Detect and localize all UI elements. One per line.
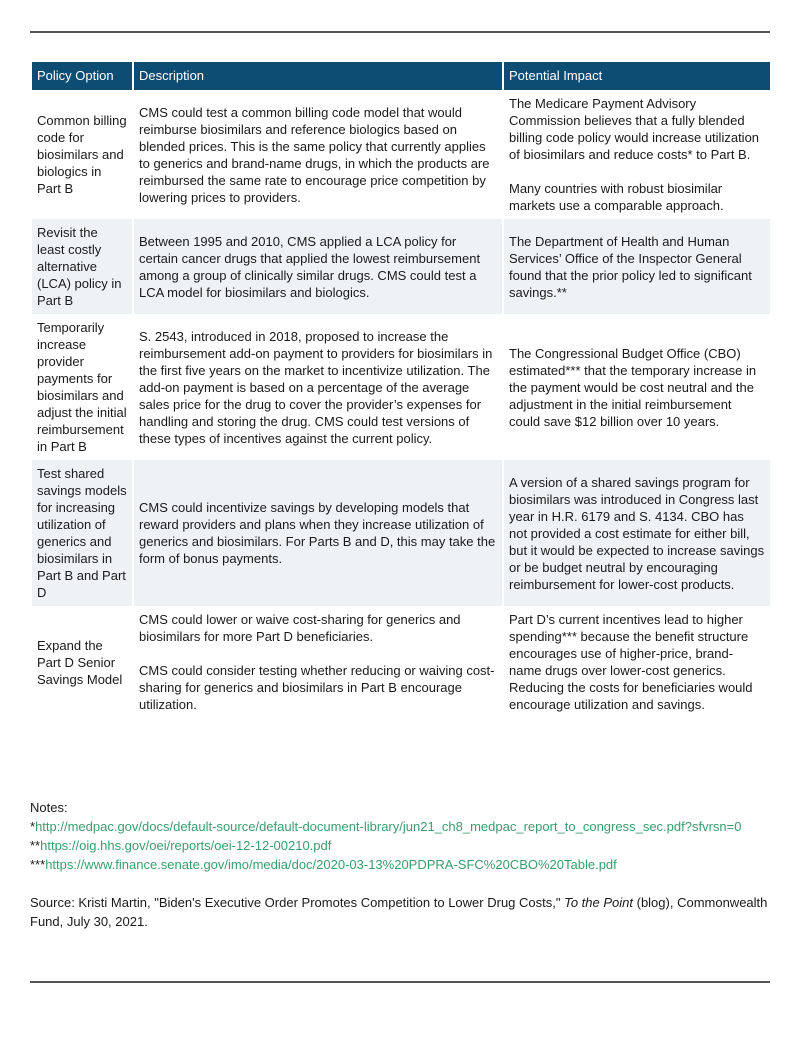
source-suffix: (blog), Commonwealth Fund, July 30, 2021. [30, 895, 768, 929]
impact-text: Part D’s current incentives lead to higher spending*** because the benefit structure encourages use of higher-price, brand-name drugs over lower-cost generics. Reducing the costs for beneficiaries would encourage utilization and savings. [509, 612, 753, 712]
description-text: S. 2543, introduced in 2018, proposed to increase the reimbursement add-on payment to providers for biosimilars in the first five years on the market to incentivize utilization. The add-on payment is based on a percentage of the average sales price for the drug to cover the provider’s expenses for handling and storing the drug. CMS could test versions of these types of incentives against the current policy. [139, 328, 493, 446]
description-text: CMS could incentivize savings by developing models that reward providers and plans when they increase utilization of generics and biosimilars. For Parts B and D, this may take the form of bonus payments. [139, 500, 496, 566]
description-text: CMS could test a common billing code model that would reimburse biosimilars and reference biologics based on blended prices. This is the same policy that currently applies to generics and brand-name drugs, in which the products are reimbursed the same rate to encourage price competition by lowering prices to providers. [139, 104, 490, 205]
policy-option-cell: Expand the Part D Senior Savings Model [32, 606, 132, 718]
source-citation [30, 893, 770, 931]
impact-cell [504, 219, 770, 314]
note-marker: ** [30, 838, 41, 853]
note-marker: *** [30, 857, 46, 872]
description-cell [134, 90, 502, 219]
policy-option-cell: Temporarily increase provider payments for biosimilars and adjust the initial reimbursement in Part B [32, 314, 132, 460]
impact-cell [504, 606, 770, 718]
table-row [32, 219, 770, 314]
description-text: Between 1995 and 2010, CMS applied a LCA policy for certain cancer drugs that applied the lowest reimbursement among a group of clinically similar drugs. CMS could test a LCA model for biosimilars and biologics. [139, 233, 481, 300]
header-potential-impact: Potential Impact [504, 62, 770, 90]
description-text: CMS could consider testing whether reducing or waiving cost-sharing for generics and biosimilars in Part B encourage utilization. [139, 663, 495, 712]
table-row [32, 460, 770, 606]
notes-label: Notes: [30, 800, 68, 815]
note-link[interactable]: https://www.finance.senate.gov/imo/media/doc/2020-03-13%20PDPRA-SFC%20CBO%20Table.pdf [45, 857, 617, 872]
top-rule [30, 31, 770, 33]
bottom-rule [30, 981, 770, 983]
impact-text: The Department of Health and Human Services’ Office of the Inspector General found that the prior policy led to significant savings.** [509, 233, 752, 300]
impact-text: Many countries with robust biosimilar markets use a comparable approach. [509, 181, 724, 213]
note-link[interactable]: https://oig.hhs.gov/oei/reports/oei-12-12-00210.pdf [40, 838, 332, 853]
table-row [32, 606, 770, 718]
description-text: CMS could lower or waive cost-sharing for generics and biosimilars for more Part D beneficiaries. [139, 612, 461, 644]
note-item [30, 836, 770, 855]
table-row [32, 314, 770, 460]
note-link[interactable]: http://medpac.gov/docs/default-source/default-document-library/jun21_ch8_medpac_report_to_congress_sec.pdf?sfvrsn=0 [35, 819, 742, 834]
impact-text: A version of a shared savings program for biosimilars was introduced in Congress last year in H.R. 6179 and S. 4134. CBO has not provided a cost estimate for either bill, but it would be expected to increase savings or be budget neutral by encouraging reimbursement for lower-cost products. [509, 474, 765, 592]
header-description: Description [134, 62, 502, 90]
source-prefix: Source: Kristi Martin, "Biden's Executive Order Promotes Competition to Lower Drug Costs," [30, 895, 565, 910]
source-publication: To the Point [564, 895, 633, 910]
description-cell [134, 460, 502, 606]
policy-table [30, 62, 772, 718]
description-cell [134, 219, 502, 314]
impact-cell [504, 460, 770, 606]
description-cell [134, 606, 502, 718]
note-marker: * [30, 819, 36, 834]
note-item [30, 855, 770, 874]
impact-text: The Medicare Payment Advisory Commission believes that a fully blended billing code policy would increase utilization of biosimilars and reduce costs* to Part B. [509, 96, 760, 162]
impact-text: The Congressional Budget Office (CBO) estimated*** that the temporary increase in the payment would be cost neutral and the adjustment in the initial reimbursement could save $12 billion over 10 years. [509, 345, 757, 429]
policy-option-cell: Revisit the least costly alternative (LCA) policy in Part B [32, 219, 132, 314]
table-row [32, 90, 770, 219]
description-cell [134, 314, 502, 460]
policy-option-cell: Test shared savings models for increasing utilization of generics and biosimilars in Part B and Part D [32, 460, 132, 606]
header-policy-option: Policy Option [32, 62, 132, 90]
impact-cell [504, 314, 770, 460]
table-header-row [32, 62, 770, 90]
notes-section [30, 798, 770, 931]
policy-option-cell: Common billing code for biosimilars and biologics in Part B [32, 90, 132, 219]
impact-cell [504, 90, 770, 219]
note-item [30, 817, 770, 836]
